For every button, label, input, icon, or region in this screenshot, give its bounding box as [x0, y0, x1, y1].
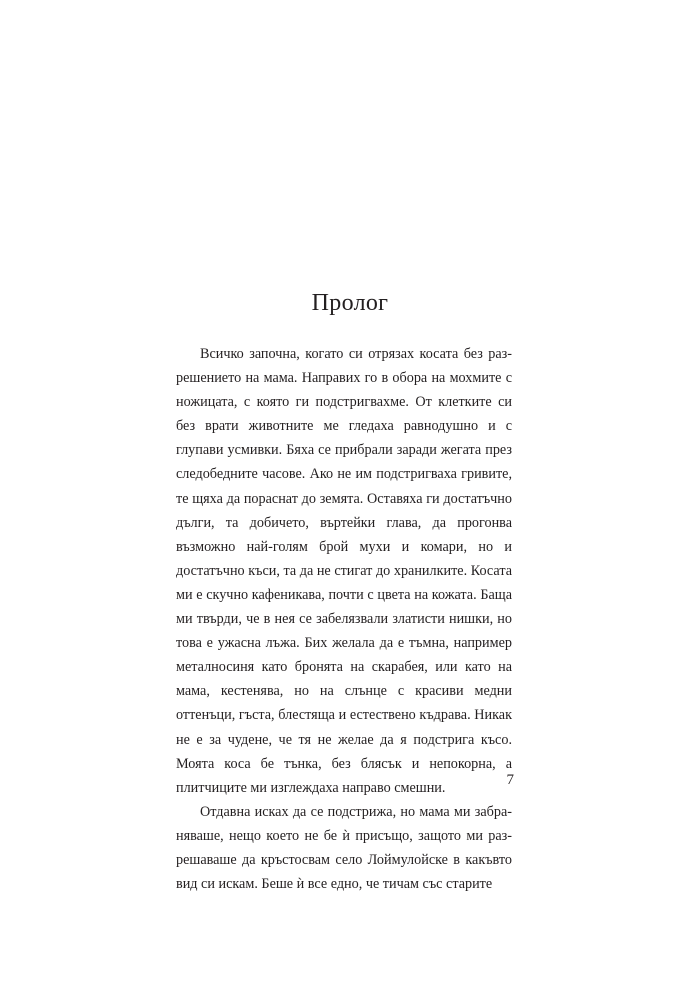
- paragraph: Всичко започна, когато си отрязах косата без разрешението на мама. Направих го в обора на мохмите с ножицата, с която ги подстригвахме. От клетките си без врати животните ме гледаха равнодушно и с глупави усмивки. Бяха се прибрали заради жегата през следобедните часове. Ако не им подстригваха гривите, те щяха да пораснат до земята. Оставяха ги достатъчно дълги, та добичето, въртейки глава, да прогонва възможно най-голям брой мухи и комари, но и достатъчно къси, та да не стигат до хранилките. Косата ми е скучно кафеникава, почти с цвета на кожата. Баща ми твърди, че в нея се забелязвали златисти нишки, но това е ужасна лъжа. Бих желала да е тъмна, например металносиня като бронята на скарабея, или като на мама, кестенява, но на слънце с красиви медни оттенъци, гъста, блестяща и естествено къдрава. Никак не е за чудене, че тя не желае да я подстрига късо. Моята коса бе тънка, без блясък и непокорна, а плитчиците ми изглеждаха направо смешни.: [176, 346, 512, 796]
- chapter-title: Пролог: [311, 290, 389, 316]
- body-text: [176, 342, 512, 896]
- page-number: 7: [506, 772, 514, 788]
- paragraph: Отдавна исках да се подстрижа, но мама ми забраняваше, нещо което не бе ѝ присъщо, защото ми разрешаваше да кръстосвам село Лоймулойске в какъвто вид си искам. Беше ѝ все едно, че тичам със старите: [176, 803, 512, 893]
